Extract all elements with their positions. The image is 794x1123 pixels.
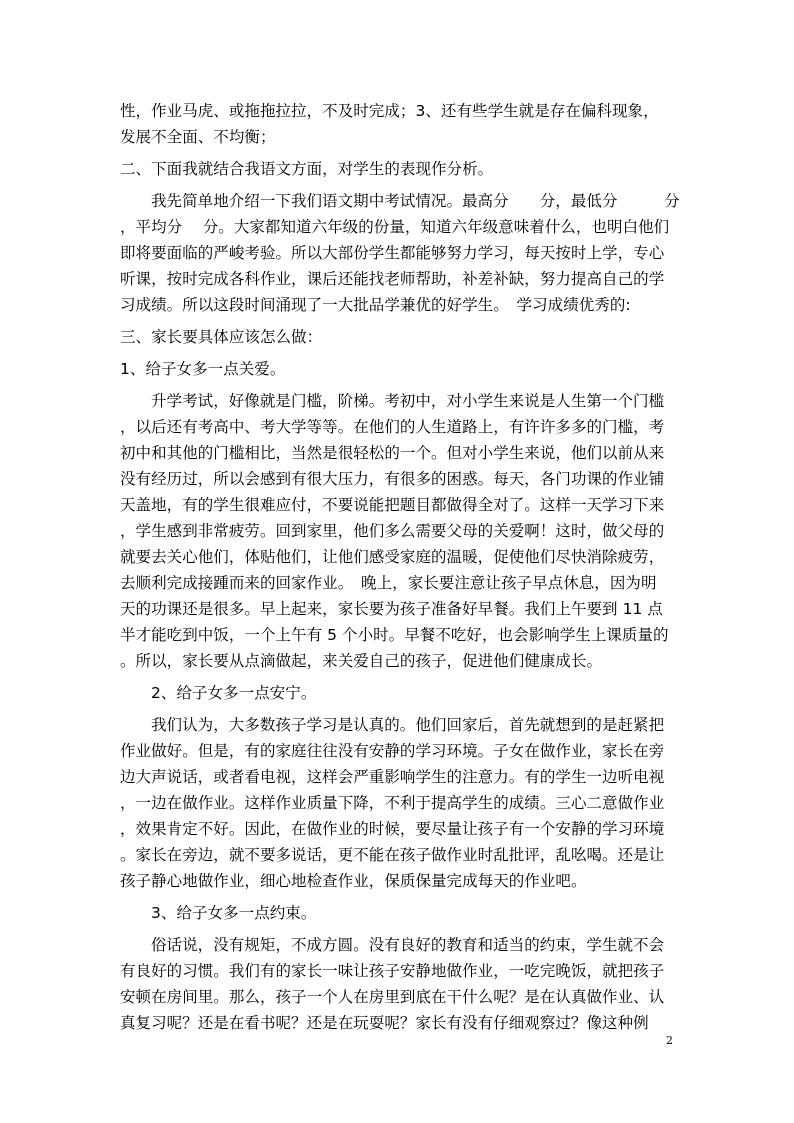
text-line: 初中和其他的门槛相比，当然是很轻松的一个。但对小学生来说，他们以前从来 — [120, 444, 665, 462]
text-line: 听课，按时完成各科作业，课后还能找老师帮助，补差补缺，努力提高自己的学 — [120, 270, 665, 288]
text-line: 升学考试，好像就是门槛，阶梯。考初中，对小学生来说是人生第一个门槛 — [151, 392, 665, 410]
text-line: ，效果肯定不好。因此，在做作业的时候，要尽量让孩子有一个安静的学习环境 — [120, 820, 665, 838]
text-line: 边大声说话，或者看电视，这样会严重影响学生的注意力。有的学生一边听电视 — [120, 768, 665, 786]
text-line: 二、下面我就结合我语文方面，对学生的表现作分析。 — [120, 160, 494, 178]
text-line: ，以后还有考高中、考大学等等。在他们的人生道路上，有许许多多的门槛，考 — [120, 418, 665, 436]
document-body — [120, 98, 680, 1036]
text-line: 孩子静心地做作业，细心地检查作业，保质保量完成每天的作业吧。 — [120, 872, 587, 890]
text-line: 我先简单地介绍一下我们语文期中考试情况。最高分 分，最低分 分 — [151, 192, 680, 210]
text-line: 性，作业马虎、或拖拖拉拉，不及时完成；3、还有些学生就是存在偏科现象， — [120, 102, 659, 120]
text-line: 三、家长要具体应该怎么做： — [120, 328, 323, 346]
text-line: 我们认为，大多数孩子学习是认真的。他们回家后，首先就想到的是赶紧把 — [151, 716, 665, 734]
text-line: 半才能吃到中饭，一个上午有 5 个小时。早餐不吃好，也会影响学生上课质量的 — [120, 626, 669, 644]
page-number: 2 — [666, 1034, 673, 1047]
text-line: 3、给子女多一点约束。 — [151, 904, 317, 922]
text-line: 就要去关心他们，体贴他们，让他们感受家庭的温暖，促使他们尽快消除疲劳， — [120, 548, 665, 566]
text-line: 作业做好。但是，有的家庭往往没有安静的学习环境。子女在做作业，家长在旁 — [120, 742, 665, 760]
text-line: 即将要面临的严峻考验。所以大部份学生都能够努力学习，每天按时上学，专心 — [120, 244, 665, 262]
text-line: 没有经历过，所以会感到有很大压力，有很多的困惑。每天，各门功课的作业铺 — [120, 470, 665, 488]
text-line: 天盖地，有的学生很难应付，不要说能把题目都做得全对了。这样一天学习下来 — [120, 496, 665, 514]
text-line: 1、给子女多一点关爱。 — [120, 360, 286, 378]
text-line: 习成绩。所以这段时间涌现了一大批品学兼优的好学生。 学习成绩优秀的: — [120, 296, 631, 314]
text-line: 俗话说，没有规矩，不成方圆。没有良好的教育和适当的约束，学生就不会 — [151, 936, 665, 954]
text-line: 真复习呢？还是在看书呢？还是在玩耍呢？家长有没有仔细观察过？像这种例 — [120, 1014, 649, 1032]
text-line: ，一边在做作业。这样作业质量下降，不利于提高学生的成绩。三心二意做作业 — [120, 794, 665, 812]
text-line: 。家长在旁边，就不要多说话，更不能在孩子做作业时乱批评，乱吆喝。还是让 — [120, 846, 665, 864]
text-line: 安顿在房间里。那么，孩子一个人在房里到底在干什么呢？是在认真做作业、认 — [120, 988, 665, 1006]
text-line: 。所以，家长要从点滴做起，来关爱自己的孩子，促进他们健康成长。 — [120, 652, 603, 670]
text-line: 去顺利完成接踵而来的回家作业。 晚上，家长要注意让孩子早点休息，因为明 — [120, 574, 657, 592]
text-line: 2、给子女多一点安宁。 — [151, 684, 317, 702]
text-line: 天的功课还是很多。早上起来，家长要为孩子准备好早餐。我们上午要到 11 点 — [120, 600, 663, 618]
text-line: ，平均分 分。大家都知道六年级的份量，知道六年级意味着什么，也明白他们 — [120, 218, 670, 236]
text-line: 有良好的习惯。我们有的家长一味让孩子安静地做作业，一吃完晚饭，就把孩子 — [120, 962, 665, 980]
text-line: 发展不全面、不均衡； — [120, 128, 276, 146]
text-line: ，学生感到非常疲劳。回到家里，他们多么需要父母的关爱啊！这时，做父母的 — [120, 522, 665, 540]
